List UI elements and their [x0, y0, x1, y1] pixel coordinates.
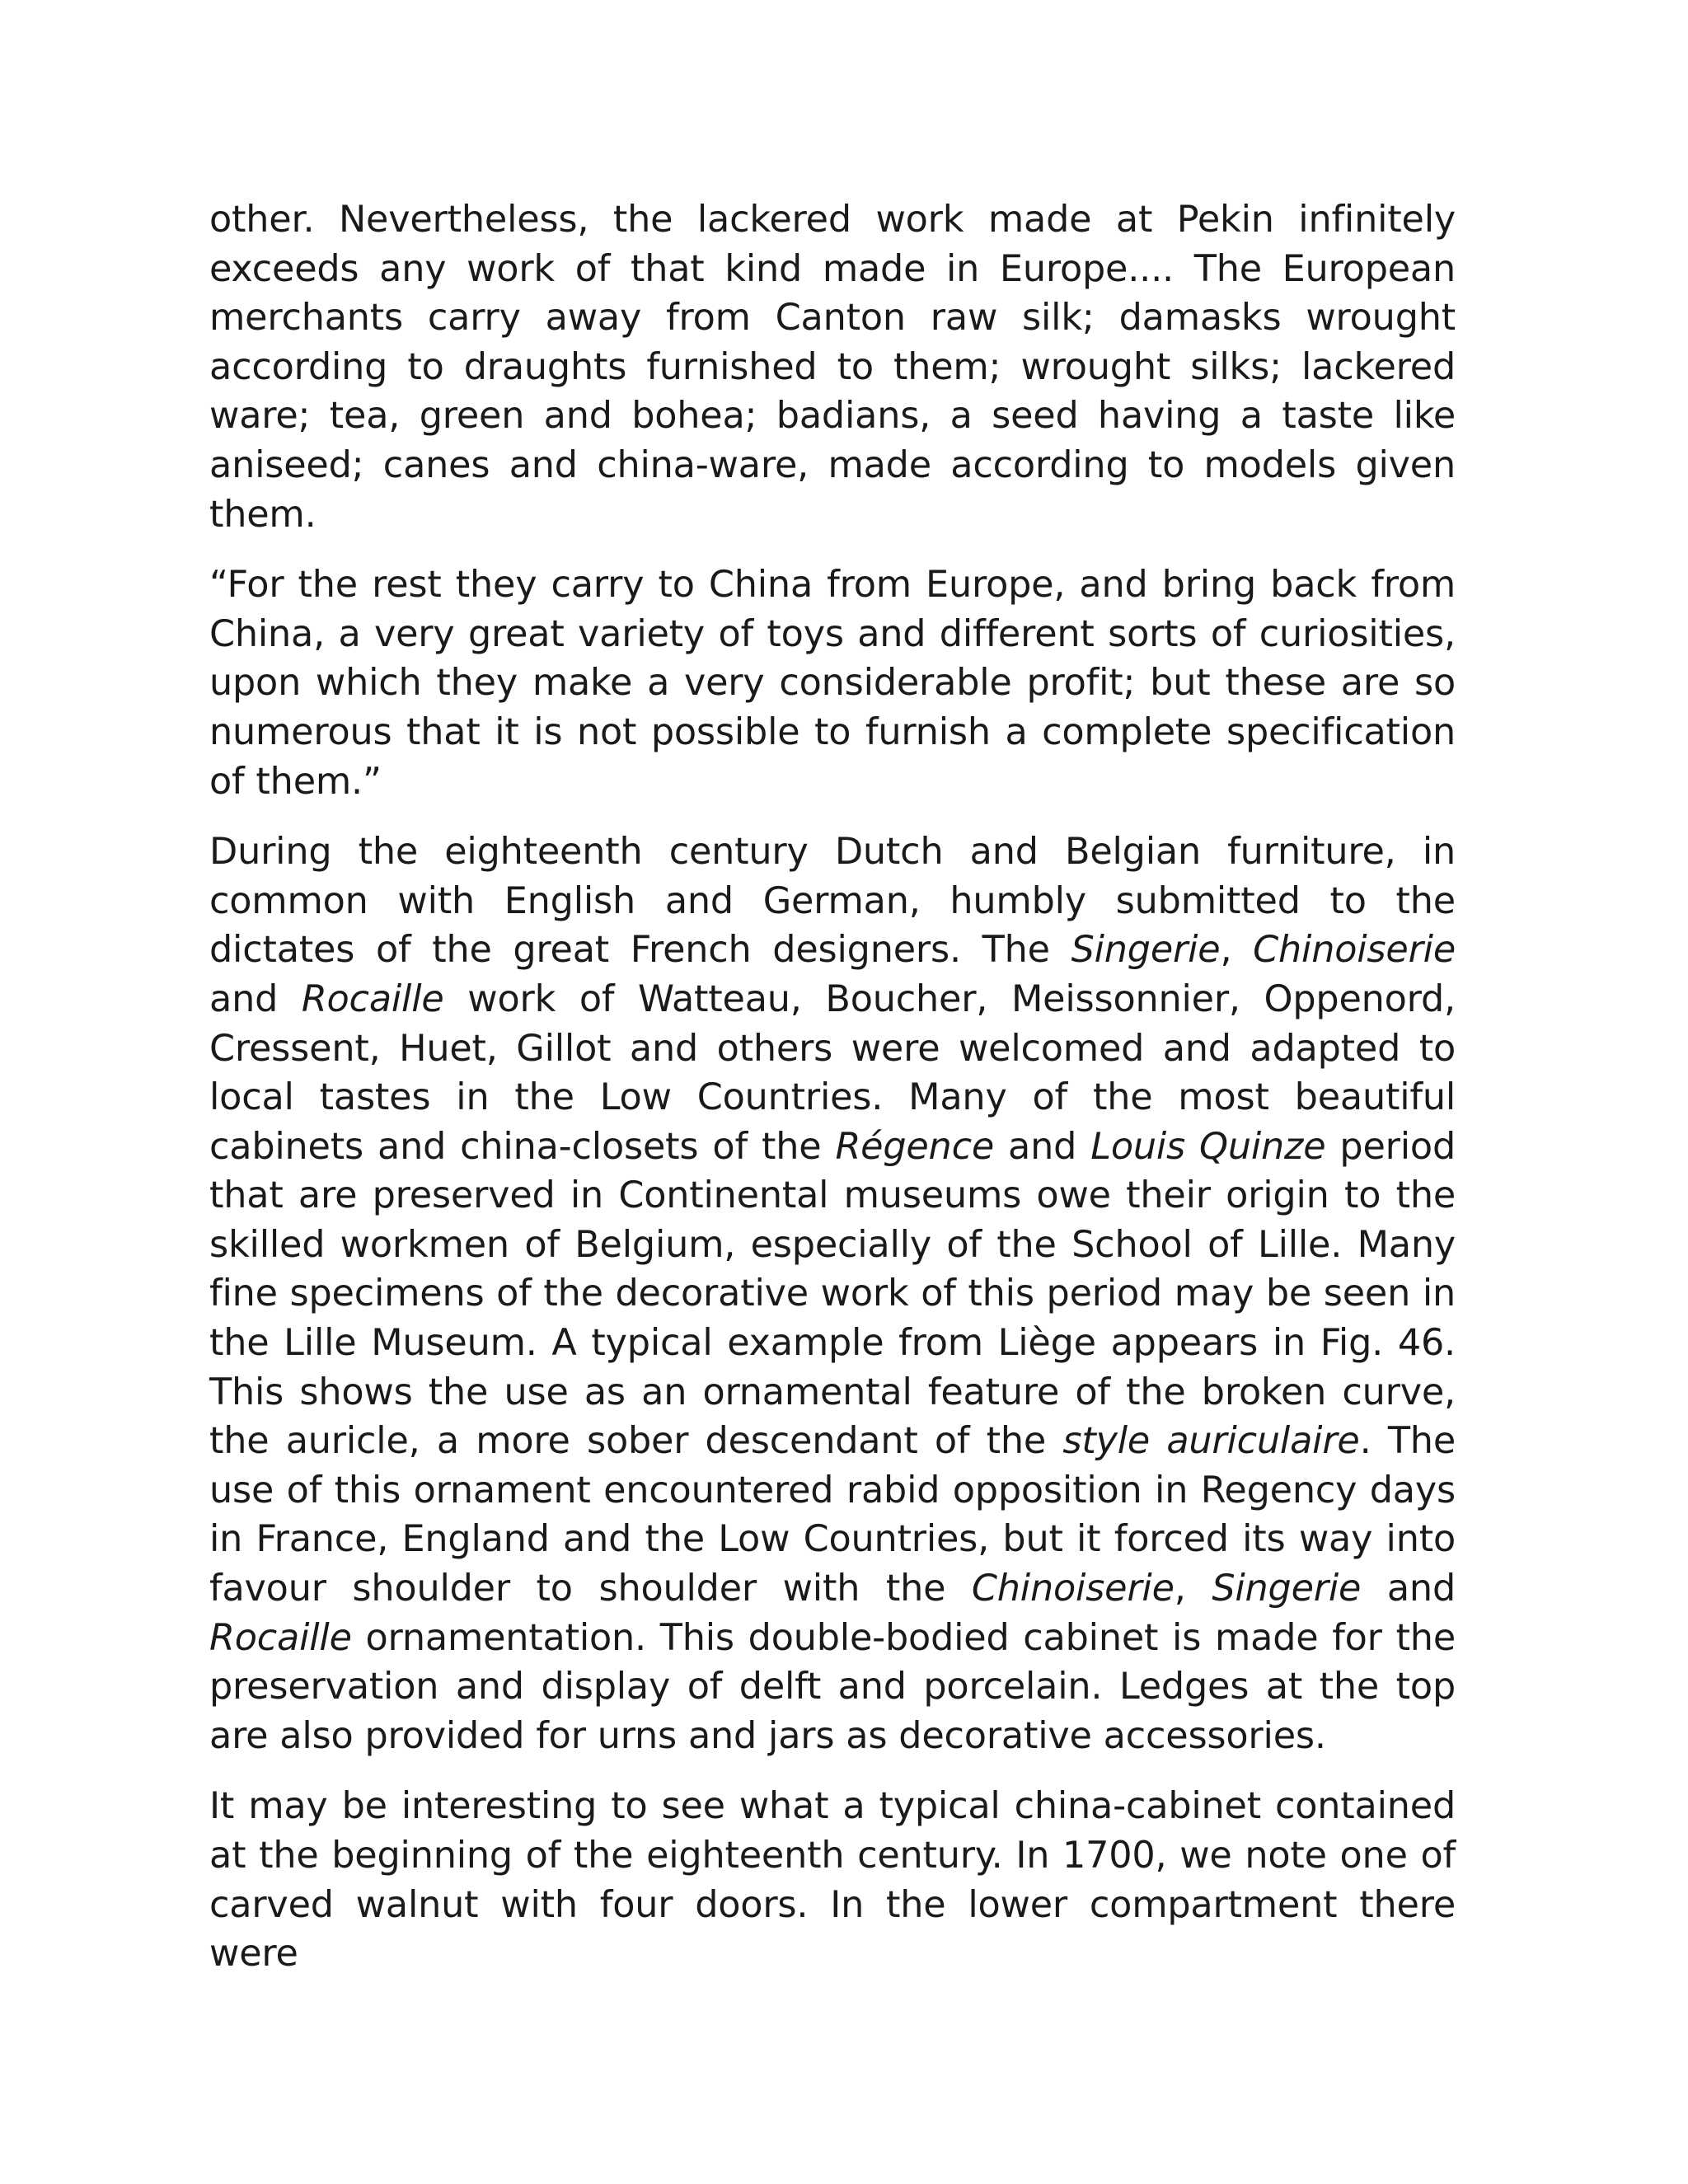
text-run: During the eighteenth century Dutch and Belgian furniture, in common with English and German, humbly submitted to the dictates of the great French designers. The — [209, 831, 1456, 972]
italic-term: Régence — [835, 1125, 995, 1168]
italic-term: Rocaille — [209, 1616, 352, 1659]
paragraph-1 — [209, 195, 1456, 539]
paragraph-3 — [209, 827, 1456, 1760]
text-run: , — [1174, 1568, 1212, 1610]
paragraph-4 — [209, 1782, 1456, 1978]
text-run: work of Watteau, Boucher, Meissonnier, Oppenord, Cressent, Huet, Gillot and others were welcomed and adapted to local tastes in the Low Countries. Many of the most beautiful cabinets and china-closets of the — [209, 977, 1456, 1168]
italic-term: Singerie — [1071, 929, 1221, 972]
text-run: , — [1220, 929, 1254, 972]
text-run: It may be interesting to see what a typical china-cabinet contained at the beginning of the eighteenth century. In 1700, we note one of carved walnut with four doors. In the lower compartment there were — [209, 1785, 1456, 1975]
text-run: . The use of this ornament encountered rabid opposition in Regency days in France, England and the Low Countries, but it forced its way into favour shoulder to shoulder with the — [209, 1420, 1456, 1610]
text-run: “For the rest they carry to China from Europe, and bring back from China, a very great variety of toys and different sorts of curiosities, upon which they make a very considerable profit; but these are so numerous that it is not possible to furnish a complete specification of them.” — [209, 564, 1456, 803]
document-page — [209, 195, 1456, 2000]
paragraph-2 — [209, 560, 1456, 806]
text-run: period that are preserved in Continental museums owe their origin to the skilled workmen of Belgium, especially of the School of Lille. Many fine specimens of the decorative work of this period may be seen in the Lille Museum. A typical example from Liège appears in Fig. 46. This shows the use as an ornamental feature of the broken curve, the auricle, a more sober descendant of the — [209, 1125, 1456, 1463]
text-run: ornamentation. This double-bodied cabinet is made for the preservation and display of delft and porcelain. Ledges at the top are also provided for urns and jars as decorative accessories. — [209, 1616, 1456, 1757]
italic-term: Rocaille — [301, 977, 444, 1020]
italic-term: Singerie — [1212, 1568, 1362, 1610]
text-run: and — [209, 977, 302, 1020]
italic-term: Louis Quinze — [1090, 1125, 1326, 1168]
text-run: other. Nevertheless, the lackered work made at Pekin infinitely exceeds any work of that kind made in Europe.... The European merchants carry away from Canton raw silk; damasks wrought according to draughts furnished to them; wrought silks; lackered ware; tea, green and bohea; badians, a seed having a taste like aniseed; canes and china-ware, made according to models given them. — [209, 199, 1456, 536]
italic-term: Chinoiserie — [1253, 929, 1456, 972]
italic-term: style auriculaire — [1062, 1420, 1360, 1463]
text-run: and — [994, 1125, 1091, 1168]
text-run: and — [1361, 1568, 1456, 1610]
italic-term: Chinoiserie — [971, 1568, 1175, 1610]
